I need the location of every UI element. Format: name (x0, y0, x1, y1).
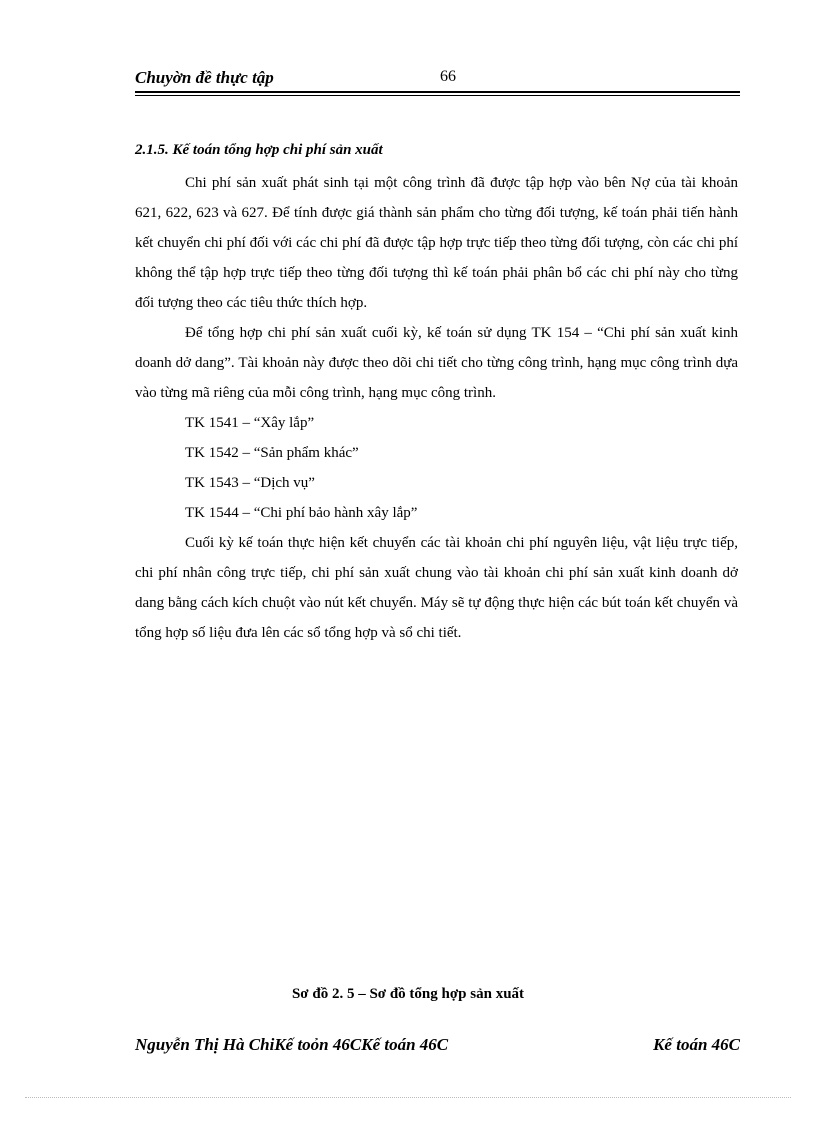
paragraph-cost-collection: Chi phí sản xuất phát sinh tại một công trình đã được tập hợp vào bên Nợ của tài khoản 621, 622, 623 và 627. Để tính được giá thành sản phẩm cho từng đối tượng, kế toán phải tiến hành kết chuyển chi phí đối với các chi phí đã được tập hợp trực tiếp theo từng đối tượng, còn các chi phí không thể tập hợp trực tiếp theo từng đối tượng thì kế toán phải phân bổ các chi phí này cho từng đối tượng theo các tiêu thức thích hợp. (135, 175, 738, 311)
section-heading: 2.1.5. Kế toán tổng hợp chi phí sản xuất (135, 142, 383, 158)
paragraph-period-end-transfer: Cuối kỳ kế toán thực hiện kết chuyển các tài khoản chi phí nguyên liệu, vật liệu trực tiếp, chi phí nhân công trực tiếp, chi phí sản xuất chung vào tài khoản chi phí sản xuất kinh doanh dở dang bằng cách kích chuột vào nút kết chuyển. Máy sẽ tự động thực hiện các bút toán kết chuyển và tổng hợp số liệu đưa lên các sổ tổng hợp và sổ chi tiết. (135, 535, 738, 641)
header-title: Chuyờn đề thực tập (135, 68, 274, 87)
footer-class: Kế toán 46C (653, 1035, 740, 1054)
page-header (135, 68, 740, 92)
account-item-1541: TK 1541 – “Xây lắp” (185, 415, 315, 431)
account-item-1542: TK 1542 – “Sản phẩm khác” (185, 445, 359, 461)
page-number: 66 (440, 68, 456, 85)
page-bottom-divider (25, 1097, 791, 1098)
header-rule-thin (135, 95, 740, 96)
account-item-1544: TK 1544 – “Chi phí bảo hành xây lắp” (185, 505, 418, 521)
footer-author: Nguyễn Thị Hà ChiKế toỏn 46CKế toán 46C (135, 1035, 449, 1054)
body-text (135, 168, 738, 648)
diagram-caption: Sơ đồ 2. 5 – Sơ đồ tổng hợp sản xuất (291, 986, 525, 1002)
header-rule-thick (135, 91, 740, 93)
paragraph-account-154: Để tổng hợp chi phí sản xuất cuối kỳ, kế toán sử dụng TK 154 – “Chi phí sản xuất kinh doanh dở dang”. Tài khoản này được theo dõi chi tiết cho từng công trình, hạng mục công trình dựa vào từng mã riêng của mỗi công trình, hạng mục công trình. (135, 325, 738, 401)
account-item-1543: TK 1543 – “Dịch vụ” (185, 475, 315, 491)
